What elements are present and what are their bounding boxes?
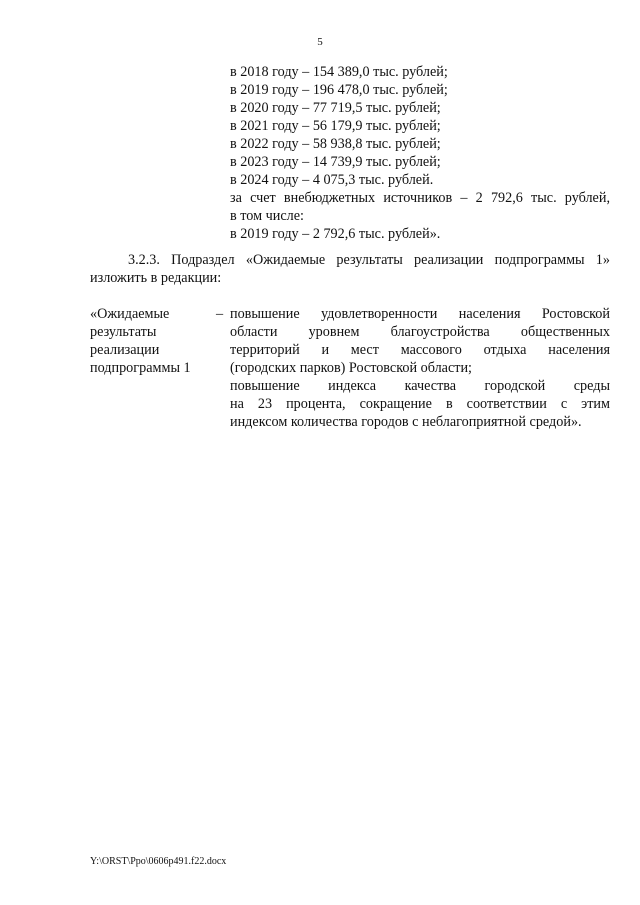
section-paragraph-line-2: изложить в редакции: [90,270,222,286]
section-paragraph-line-1: 3.2.3. Подраздел «Ожидаемые результаты реализации подпрограммы 1» [128,252,610,268]
funding-line-2024: в 2024 году – 4 075,3 тыс. рублей. [230,172,434,188]
funding-line-2021: в 2021 году – 56 179,9 тыс. рублей; [230,118,441,134]
section-paragraph [90,251,610,287]
expected-results-line: повышение индекса качества городской среды [230,378,610,394]
expected-results-label [90,305,220,377]
expected-results-label-line: реализации [90,342,160,358]
expected-results-line: (городских парков) Ростовской области; [230,360,472,376]
funding-line-2018: в 2018 году – 154 389,0 тыс. рублей; [230,64,448,80]
funding-by-year-block [230,63,610,243]
expected-results-body [230,305,610,431]
expected-results-label-line: подпрограммы 1 [90,360,191,376]
including-line: в том числе: [230,208,304,224]
expected-results-label-line: «Ожидаемые [90,306,170,322]
extra-budget-2019-line: в 2019 году – 2 792,6 тыс. рублей». [230,226,441,242]
funding-line-2019: в 2019 году – 196 478,0 тыс. рублей; [230,82,448,98]
expected-results-label-line: результаты [90,324,157,340]
funding-line-2020: в 2020 году – 77 719,5 тыс. рублей; [230,100,441,116]
funding-line-2022: в 2022 году – 58 938,8 тыс. рублей; [230,136,441,152]
file-path-footer: Y:\ORST\Ppo\0606p491.f22.docx [90,856,227,867]
page-number: 5 [317,36,323,48]
extra-budget-line: за счет внебюджетных источников – 2 792,6 тыс. рублей, [230,190,610,206]
expected-results-line: на 23 процента, сокращение в соответствии с этим [230,396,610,412]
expected-results-line: области уровнем благоустройства общественных [230,324,610,340]
expected-results-line: территорий и мест массового отдыха населения [230,342,610,358]
expected-results-line: индексом количества городов с неблагоприятной средой». [230,414,582,430]
results-dash: – [216,306,224,322]
expected-results-line: повышение удовлетворенности населения Ростовской [230,306,610,322]
funding-line-2023: в 2023 году – 14 739,9 тыс. рублей; [230,154,441,170]
